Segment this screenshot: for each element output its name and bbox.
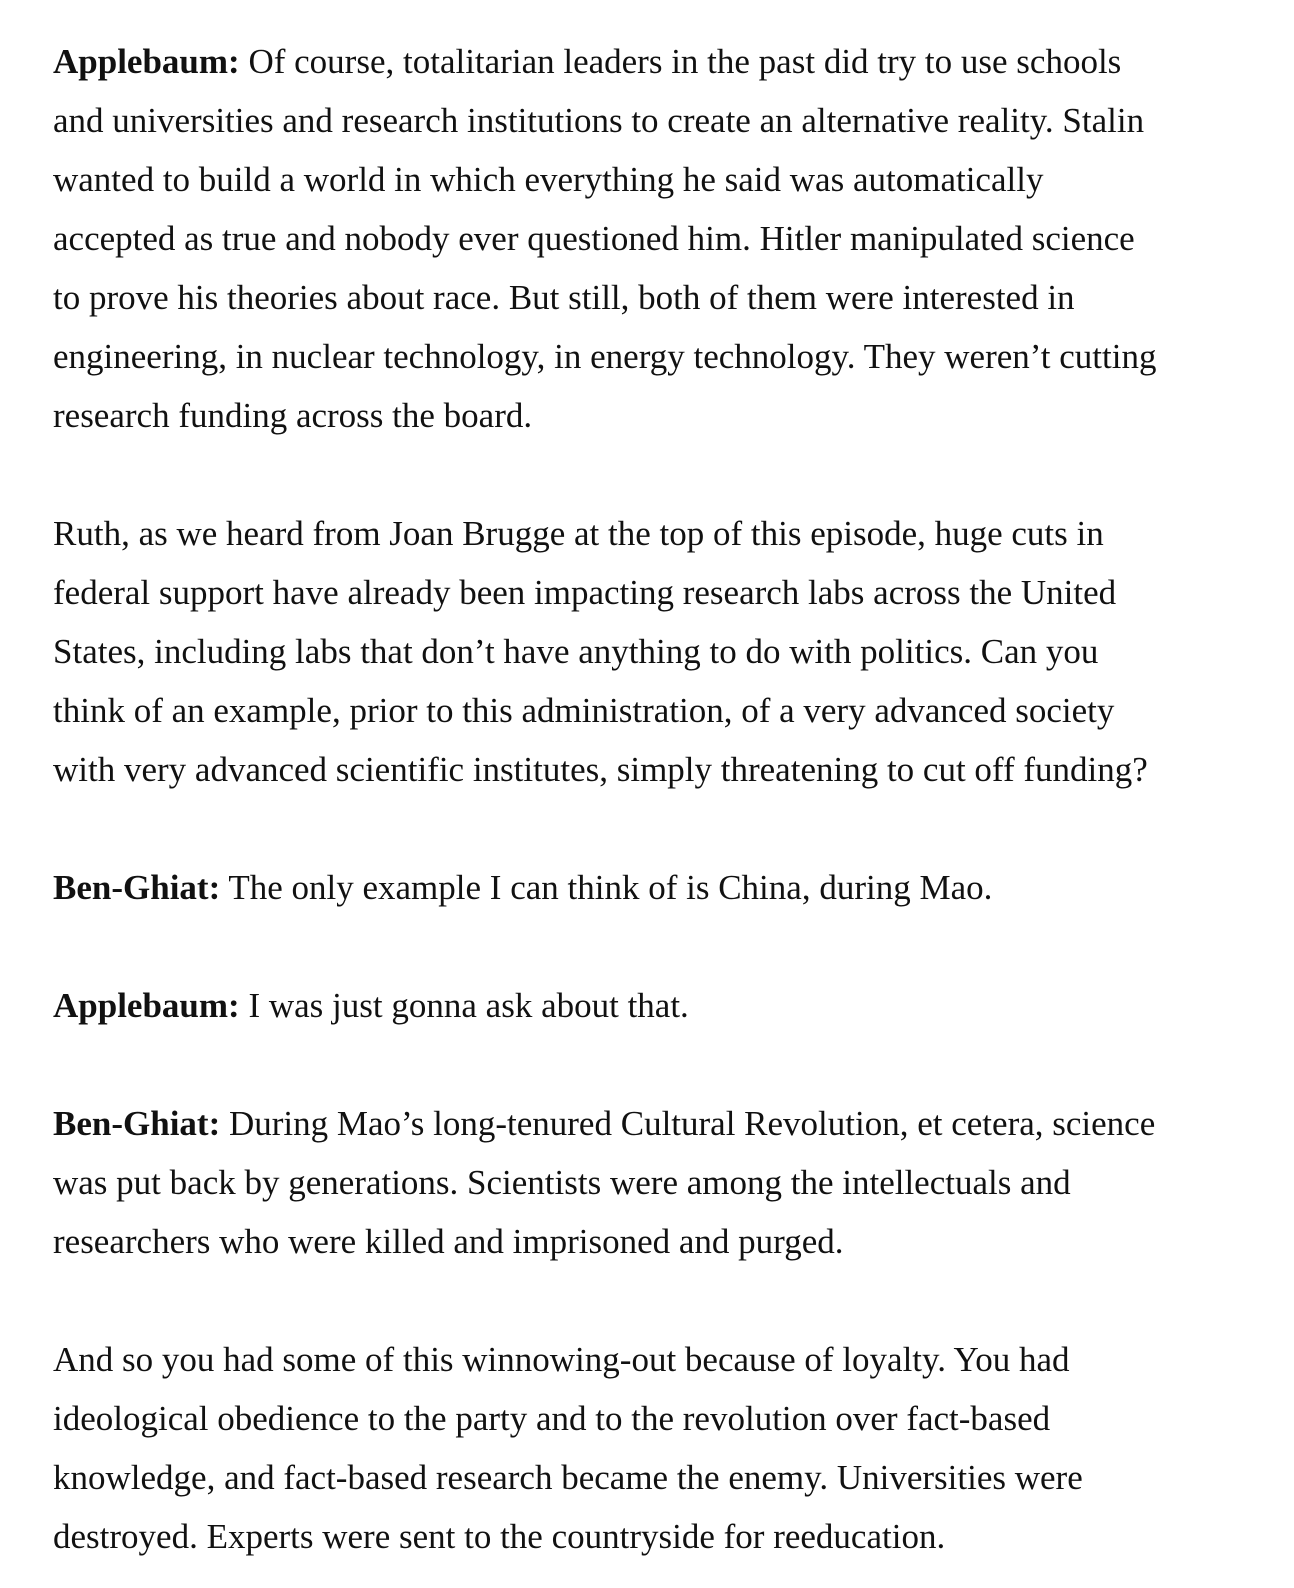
text-line: knowledge, and fact-based research became the enemy. Universities were bbox=[53, 1458, 1083, 1497]
paragraph-applebaum-question bbox=[53, 504, 1283, 799]
speaker-label: Ben-Ghiat: bbox=[53, 868, 221, 907]
paragraph-applebaum-2 bbox=[53, 976, 1283, 1035]
line-text: The only example I can think of is China, during Mao. bbox=[220, 868, 993, 907]
speaker-label: Applebaum: bbox=[53, 986, 240, 1025]
line-text: Of course, totalitarian leaders in the past did try to use schools bbox=[239, 42, 1122, 81]
paragraph-ben-ghiat-2 bbox=[53, 1094, 1283, 1271]
line-text: I was just gonna ask about that. bbox=[239, 986, 689, 1025]
paragraph-applebaum-1 bbox=[53, 32, 1283, 445]
text-line: ideological obedience to the party and to the revolution over fact-based bbox=[53, 1399, 1051, 1438]
paragraph-ben-ghiat-3 bbox=[53, 1330, 1283, 1566]
text-line: research funding across the board. bbox=[53, 396, 533, 435]
text-line: to prove his theories about race. But still, both of them were interested in bbox=[53, 278, 1075, 317]
text-line bbox=[53, 32, 1283, 91]
speaker-label: Ben-Ghiat: bbox=[53, 1104, 221, 1143]
text-line: destroyed. Experts were sent to the countryside for reeducation. bbox=[53, 1517, 946, 1556]
text-line: with very advanced scientific institutes, simply threatening to cut off funding? bbox=[53, 750, 1148, 789]
text-line: accepted as true and nobody ever questioned him. Hitler manipulated science bbox=[53, 219, 1135, 258]
text-line: researchers who were killed and imprisoned and purged. bbox=[53, 1222, 844, 1261]
text-line: was put back by generations. Scientists were among the intellectuals and bbox=[53, 1163, 1071, 1202]
text-line: think of an example, prior to this administration, of a very advanced society bbox=[53, 691, 1115, 730]
article-body bbox=[53, 32, 1283, 1566]
speaker-label: Applebaum: bbox=[53, 42, 240, 81]
text-line: Ruth, as we heard from Joan Brugge at the top of this episode, huge cuts in bbox=[53, 514, 1104, 553]
line-text: During Mao’s long-tenured Cultural Revolution, et cetera, science bbox=[220, 1104, 1156, 1143]
text-line: engineering, in nuclear technology, in energy technology. They weren’t cutting bbox=[53, 337, 1157, 376]
paragraph-ben-ghiat-1 bbox=[53, 858, 1283, 917]
text-line: And so you had some of this winnowing-out because of loyalty. You had bbox=[53, 1340, 1070, 1379]
text-line bbox=[53, 976, 1283, 1035]
text-line: federal support have already been impacting research labs across the United bbox=[53, 573, 1117, 612]
text-line: and universities and research institutions to create an alternative reality. Stalin bbox=[53, 101, 1145, 140]
text-line: wanted to build a world in which everything he said was automatically bbox=[53, 160, 1044, 199]
text-line bbox=[53, 858, 1283, 917]
text-line: States, including labs that don’t have anything to do with politics. Can you bbox=[53, 632, 1099, 671]
text-line bbox=[53, 1094, 1283, 1153]
